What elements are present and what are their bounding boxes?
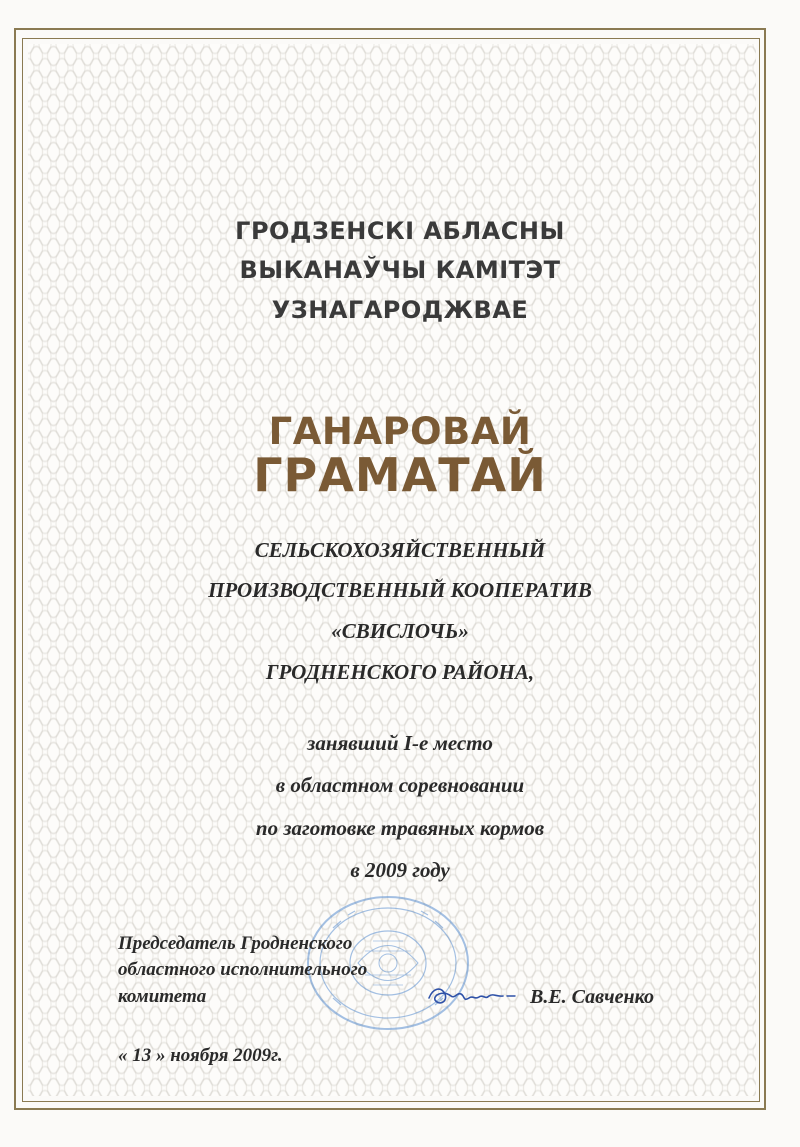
signatory-title-line-2: областного исполнительного	[118, 959, 368, 980]
reason-line-1: занявший I-е место	[307, 731, 493, 755]
certificate-title-line-2: ГРАМАТАЙ	[253, 448, 547, 502]
recipient-line-3: «СВИСЛОЧЬ»	[331, 619, 469, 643]
reason-line-3: по заготовке травяных кормов	[255, 816, 545, 840]
recipient-line-2: ПРОИЗВОДСТВЕННЫЙ КООПЕРАТИВ	[208, 578, 592, 602]
issuer-line-3: УЗНАГАРОДЖВАЕ	[271, 296, 529, 324]
signatory-title-line-3: комитета	[118, 986, 207, 1007]
handwritten-signature	[425, 980, 525, 1010]
recipient-line-1: СЕЛЬСКОХОЗЯЙСТВЕННЫЙ	[254, 538, 546, 562]
recipient-line-4: ГРОДНЕНСКОГО РАЙОНА,	[265, 660, 535, 684]
reason-line-4: в 2009 году	[350, 858, 450, 882]
signatory-name: В.Е. Савченко	[530, 986, 654, 1008]
signatory-title-line-1: Председатель Гродненского	[118, 933, 353, 954]
certificate-title-line-1: ГАНАРОВАЙ	[268, 410, 532, 453]
award-date: « 13 » ноября 2009г.	[118, 1045, 283, 1066]
issuer-line-1: ГРОДЗЕНСКІ АБЛАСНЫ	[235, 217, 565, 245]
reason-line-2: в областном соревновании	[275, 773, 525, 797]
issuer-line-2: ВЫКАНАЎЧЫ КАМІТЭТ	[239, 256, 561, 284]
